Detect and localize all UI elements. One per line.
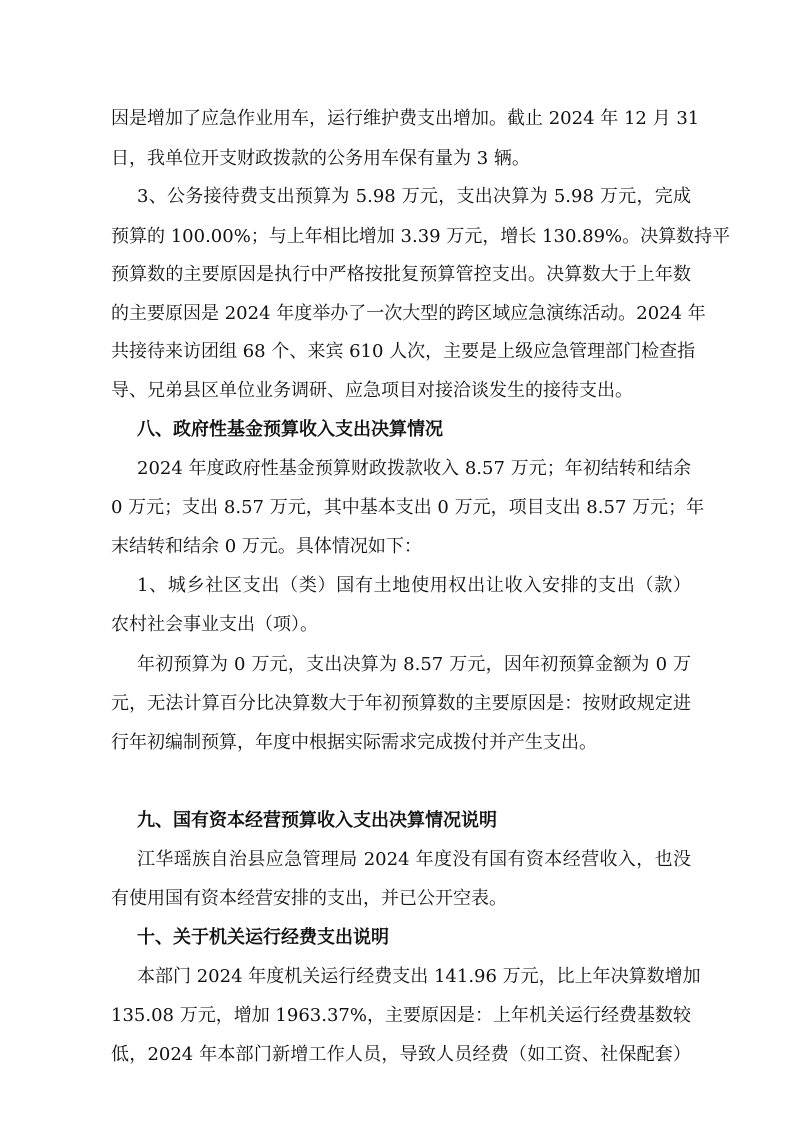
section-heading: 八、政府性基金预算收入支出决算情况 <box>137 419 443 440</box>
paragraph-line: 日，我单位开支财政拨款的公务用车保有量为 3 辆。 <box>111 148 530 169</box>
paragraph-line: 有使用国有资本经营安排的支出，并已公开空表。 <box>111 888 507 909</box>
paragraph-line: 预算的 100.00%；与上年相比增加 3.39 万元，增长 130.89%。决算数持平 <box>111 226 731 247</box>
paragraph-line: 行年初编制预算，年度中根据实际需求完成拨付并产生支出。 <box>111 732 597 753</box>
paragraph-line: 农村社会事业支出（项）。 <box>111 614 318 635</box>
paragraph-line: 1、城乡社区支出（类）国有土地使用权出让收入安排的支出（款） <box>137 575 691 596</box>
paragraph-line: 预算数的主要原因是执行中严格按批复预算管控支出。决算数大于上年数 <box>111 264 691 285</box>
paragraph-line: 3、公务接待费支出预算为 5.98 万元，支出决算为 5.98 万元，完成 <box>137 186 691 207</box>
paragraph-line: 年初预算为 0 万元，支出决算为 8.57 万元，因年初预算金额为 0 万 <box>137 654 691 675</box>
paragraph-line: 共接待来访团组 68 个、来宾 610 人次，主要是上级应急管理部门检查指 <box>111 341 696 362</box>
paragraph-line: 135.08 万元，增加 1963.37%，主要原因是：上年机关运行经费基数较 <box>111 1005 691 1026</box>
paragraph-line: 因是增加了应急作业用车，运行维护费支出增加。截止 2024 年 12 月 31 <box>111 108 700 129</box>
paragraph-line: 0 万元；支出 8.57 万元，其中基本支出 0 万元，项目支出 8.57 万元；年 <box>111 497 705 518</box>
paragraph-line: 低，2024 年本部门新增工作人员，导致人员经费（如工资、社保配套） <box>111 1044 691 1065</box>
paragraph-line: 本部门 2024 年度机关运行经费支出 141.96 万元，比上年决算数增加 <box>137 966 701 987</box>
paragraph-line: 江华瑶族自治县应急管理局 2024 年度没有国有资本经营收入，也没 <box>137 849 691 870</box>
section-heading: 十、关于机关运行经费支出说明 <box>137 927 389 948</box>
section-heading: 九、国有资本经营预算收入支出决算情况说明 <box>137 810 497 831</box>
paragraph-line: 2024 年度政府性基金预算财政拨款收入 8.57 万元；年初结转和结余 <box>137 458 691 479</box>
paragraph-line: 导、兄弟县区单位业务调研、应急项目对接洽谈发生的接待支出。 <box>111 380 633 401</box>
paragraph-line: 元，无法计算百分比决算数大于年初预算数的主要原因是：按财政规定进 <box>111 693 691 714</box>
paragraph-line: 末结转和结余 0 万元。具体情况如下： <box>111 536 422 557</box>
paragraph-line: 的主要原因是 2024 年度举办了一次大型的跨区域应急演练活动。2024 年 <box>111 303 706 324</box>
